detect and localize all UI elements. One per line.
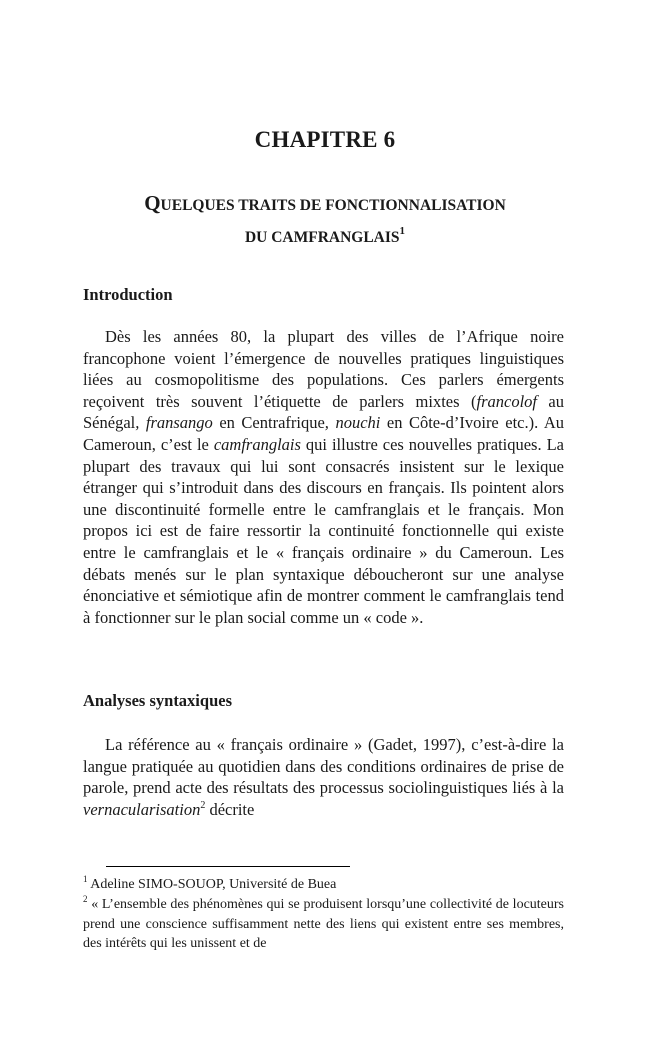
footnote-divider xyxy=(106,866,350,867)
footnote-1 xyxy=(83,875,564,895)
footnote-1-mark: 1 xyxy=(83,874,88,884)
intro-text-a: Dès les années 80, la plupart des villes de l’Afrique noire francophone voient l’émergence de nouvelles pratiques linguistiques liées au cosmopolitisme des populations. Ces parlers émergents reçoivent très souvent l’étiquette de parlers mixtes ( xyxy=(83,327,564,411)
footnote-2-mark: 2 xyxy=(83,894,88,904)
chapter-title-line2 xyxy=(83,221,567,248)
title-line1-rest: UELQUES TRAITS DE FONCTIONNALISATION xyxy=(160,197,506,214)
footnote-ref-2[interactable]: 2 xyxy=(200,799,206,811)
analyses-paragraph xyxy=(83,734,564,820)
title-line2-text: DU CAMFRANGLAIS xyxy=(244,229,400,246)
footnote-2 xyxy=(83,895,564,954)
chapter-label: CHAPITRE 6 xyxy=(254,127,396,152)
title-footnote-mark[interactable]: 1 xyxy=(399,225,406,237)
term-camfranglais: camfranglais xyxy=(213,434,301,454)
intro-text-d: en Centrafrique xyxy=(212,413,325,433)
term-fransango: fransango xyxy=(145,413,213,433)
footnote-1-text: Adeline SIMO-SOUOP, Université de Buea xyxy=(87,877,337,892)
intro-text-f: en Côte-d’Ivoire etc.). Au Cameroun, c’est le xyxy=(83,413,565,454)
chapter-title-line1 xyxy=(83,193,567,216)
analyses-text-b: décrite xyxy=(205,799,255,819)
footnote-2-text: « L’ensemble des phénomènes qui se produisent lorsqu’une collectivité de locuteurs prend une conscience suffisamment nette des liens qui existent entre ses membres, des intérêts qui les unissent et de xyxy=(83,897,564,951)
intro-text-b: au Sénégal xyxy=(83,391,564,433)
section-heading-introduction: Introduction xyxy=(83,285,173,304)
title-initial: Q xyxy=(144,191,161,215)
term-nouchi: nouchi xyxy=(335,413,381,433)
term-vernacularisation: vernacularisation xyxy=(83,799,201,819)
italic-comma: , xyxy=(135,413,140,433)
intro-text-g: qui illustre ces nouvelles pratiques. La plupart des travaux qui lui sont consacrés insistent sur le lexique étranger qui s’introduit dans des discours en français. Ils pointent alors une discontinuité formelle entre le camfranglais et le français. Mon propos ici est de faire ressortir la continuité fonctionnelle qui existe entre le camfranglais et le « français ordinaire » du Cameroun. Les débats menés sur le plan syntaxique déboucheront sur une analyse énonciative et sémiotique afin de montrer comment le camfranglais tend à fonctionner sur le plan social comme un « code ». xyxy=(83,434,564,627)
analyses-text-a: La référence au « français ordinaire » (Gadet, 1997), c’est-à-dire la langue pratiquée au quotidien dans des conditions ordinaires de prise de parole, prend acte des résultats des processus sociolinguistiques liés à la xyxy=(83,735,564,798)
introduction-paragraph xyxy=(83,326,564,628)
section-heading-analyses: Analyses syntaxiques xyxy=(83,691,232,710)
term-francolof: francolof xyxy=(476,391,537,411)
italic-comma-2: , xyxy=(324,413,329,433)
